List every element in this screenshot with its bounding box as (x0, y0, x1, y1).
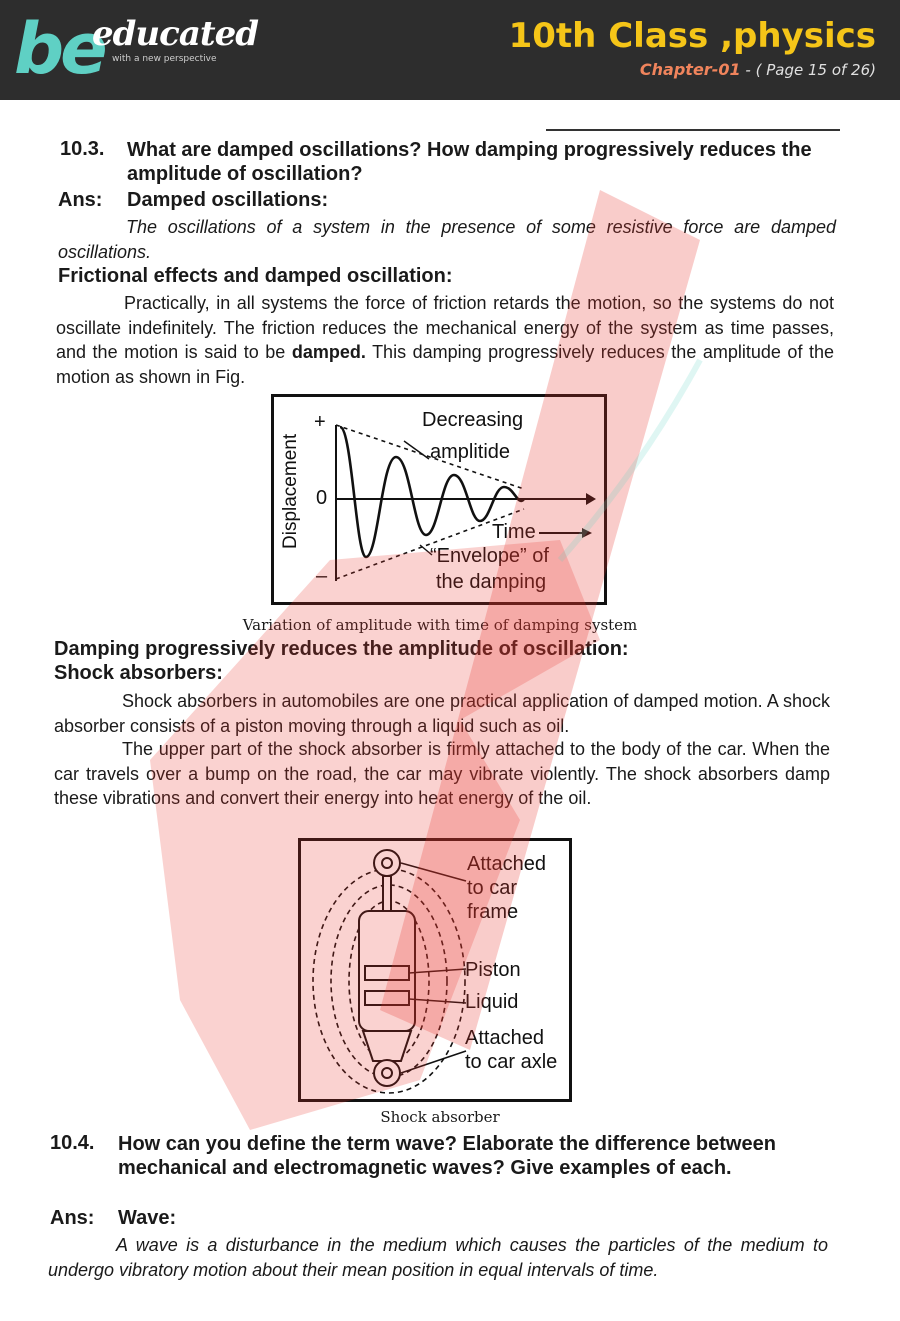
separator: - (745, 61, 751, 79)
page-header (0, 0, 900, 100)
question-number-2: 10.4. (50, 1132, 95, 1154)
frictional-heading: Frictional effects and damped oscillation: (58, 265, 453, 287)
figure1-caption: Variation of amplitude with time of damping system (242, 616, 638, 634)
time-arrow (582, 528, 592, 538)
amplitude-label: amplitide (430, 441, 511, 463)
attached-axle-label-2: to car axle (465, 1051, 558, 1073)
question-text: What are damped oscillations? How damping progressively reduces the amplitude of oscillation? (127, 139, 812, 185)
piston-label: Piston (465, 959, 521, 981)
shock-para-2: The upper part of the shock absorber is firmly attached to the body of the car. When the car travels over a bump on the road, the car may vibrate violently. The shock absorbers damp these vibrations and convert their energy into heat energy of the oil. (54, 739, 830, 808)
frictional-paragraph (56, 291, 834, 389)
decreasing-label: Decreasing (422, 409, 524, 431)
attached-frame-label-1: Attached (467, 853, 546, 875)
time-arrow-head (586, 493, 596, 505)
damped-term: damped. (291, 342, 366, 362)
para-text-end: This damping progressively reduces the amplitude of the motion as shown in Fig. (56, 342, 834, 387)
attached-frame-label-3: frame (467, 901, 519, 923)
logo-tagline: with a new perspective (112, 54, 217, 64)
chapter-page-info (640, 60, 876, 79)
answer-label: Ans: (58, 189, 103, 211)
lower-envelope (336, 509, 524, 579)
shock-absorber-figure (298, 838, 572, 1102)
damping-label: the damping (436, 571, 547, 593)
damping-heading: Damping progressively reduces the amplitude of oscillation: (54, 638, 629, 660)
shock-absorbers-heading: Shock absorbers: (54, 662, 223, 684)
attached-frame-label-2: to car (467, 877, 518, 899)
question-text-2: How can you define the term wave? Elaborate the difference between mechanical and electromagnetic waves? Give examples of each. (118, 1133, 776, 1179)
answer-heading-2: Wave: (118, 1207, 177, 1229)
top-rule (546, 129, 840, 131)
chapter-label: Chapter-01 (639, 60, 741, 79)
time-label: Time (492, 521, 536, 543)
minus-label: – (316, 565, 328, 587)
plus-label: + (314, 411, 326, 433)
wave-definition: A wave is a disturbance in the medium which causes the particles of the medium to undergo vibratory motion about their mean position in equal intervals of time. (48, 1235, 828, 1280)
question-number: 10.3. (60, 138, 105, 160)
liquid-label: Liquid (465, 991, 519, 1013)
y-axis-label: Displacement (280, 433, 301, 549)
damping-figure (271, 394, 607, 605)
figure2-caption: Shock absorber (380, 1108, 500, 1126)
definition-text: The oscillations of a system in the presence of some resistive force are damped oscillations. (58, 217, 836, 262)
envelope-label: “Envelope” of (430, 545, 549, 567)
para-text-start: Practically, in all systems the force of friction retards the motion, so the systems do not oscillate indefinitely. The friction reduces the mechanical energy of the system as time passes, and the motion is said to be (56, 293, 834, 362)
logo-be: be (14, 8, 104, 90)
class-title: 10th Class ,physics (508, 16, 876, 56)
attached-axle-label-1: Attached (465, 1027, 544, 1049)
page-number: ( Page 15 of 26) (755, 61, 876, 79)
logo-educated: educated (92, 14, 258, 54)
shock-para-1: Shock absorbers in automobiles are one practical application of damped motion. A shock absorber consists of a piston moving through a liquid such as oil. (54, 691, 830, 736)
answer-heading: Damped oscillations: (127, 189, 329, 211)
answer-label-2: Ans: (50, 1207, 95, 1229)
zero-label: 0 (316, 487, 328, 509)
